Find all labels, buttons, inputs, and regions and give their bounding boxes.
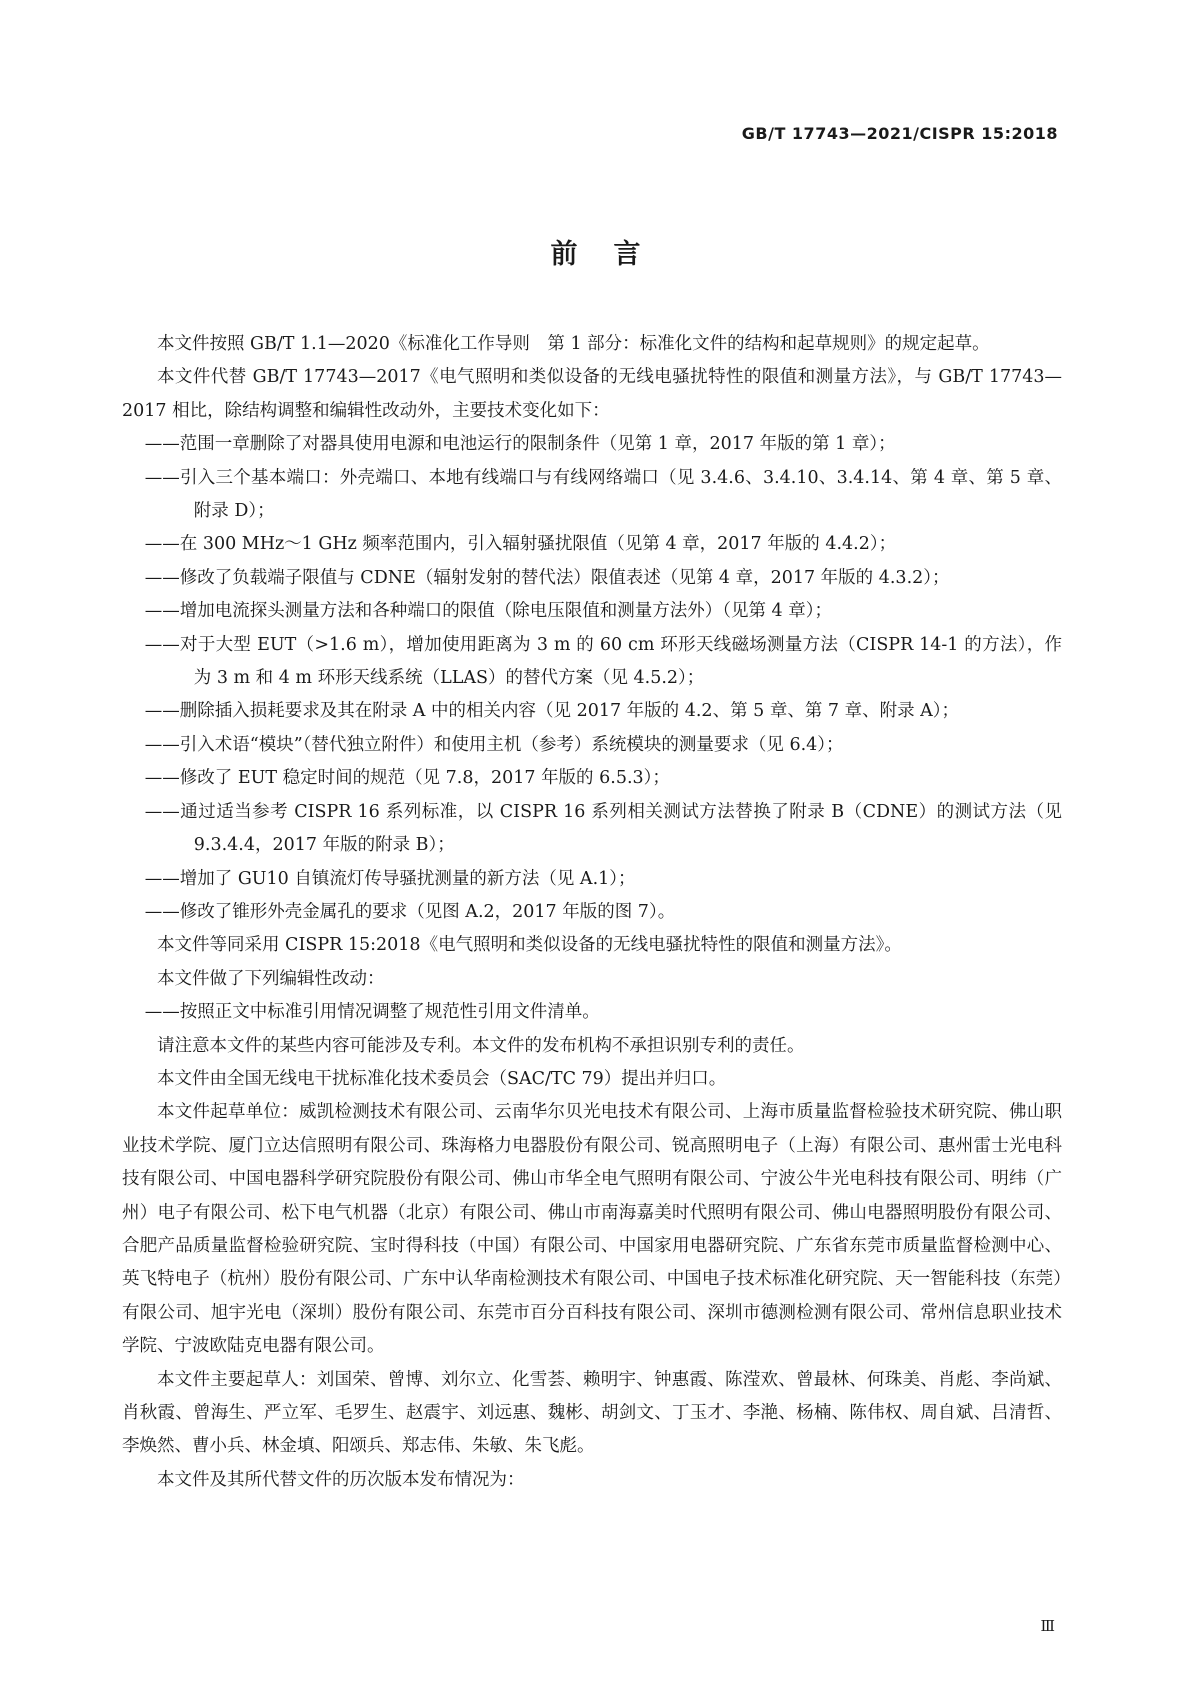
paragraph: 本文件主要起草人：刘国荣、曾博、刘尔立、化雪荟、赖明宇、钟惠霞、陈滢欢、曾最林、何珠美、肖彪、李尚斌、肖秋霞、曾海生、严立军、毛罗生、赵震宇、刘远惠、魏彬、胡剑文、丁玉才、李滟、杨楠、陈伟权、周自斌、吕清哲、李焕然、曹小兵、林金填、阳颂兵、郑志伟、朱敏、朱飞彪。 bbox=[122, 1369, 1062, 1457]
list-item: ——引入术语“模块”（替代独立附件）和使用主机（参考）系统模块的测量要求（见 6.4）； bbox=[144, 734, 844, 755]
foreword-body bbox=[122, 328, 1062, 1497]
list-item: ——范围一章删除了对器具使用电源和电池运行的限制条件（见第 1 章，2017 年版的第 1 章）； bbox=[144, 434, 896, 455]
paragraph: 本文件做了下列编辑性改动： bbox=[157, 968, 385, 989]
list-item: ——通过适当参考 CISPR 16 系列标准，以 CISPR 16 系列相关测试方法替换了附录 B（CDNE）的测试方法（见 9.3.4.4，2017 年版的附录 B）； bbox=[144, 801, 1062, 856]
paragraph: 本文件等同采用 CISPR 15:2018《电气照明和类似设备的无线电骚扰特性的限值和测量方法》。 bbox=[157, 935, 902, 956]
list-item: ——删除插入损耗要求及其在附录 A 中的相关内容（见 2017 年版的 4.2、第 5 章、第 7 章、附录 A）； bbox=[144, 701, 960, 722]
paragraph: 本文件及其所代替文件的历次版本发布情况为： bbox=[157, 1469, 525, 1490]
list-item: ——对于大型 EUT（>1.6 m），增加使用距离为 3 m 的 60 cm 环形天线磁场测量方法（CISPR 14-1 的方法），作为 3 m 和 4 m 环形天线系统（LLAS）的替代方案（见 4.5.2）； bbox=[144, 634, 1062, 689]
page-title: 前言 bbox=[550, 239, 677, 270]
paragraph: 本文件由全国无线电干扰标准化技术委员会（SAC/TC 79）提出并归口。 bbox=[157, 1068, 727, 1089]
list-item: ——按照正文中标准引用情况调整了规范性引用文件清单。 bbox=[144, 1002, 600, 1023]
paragraph: 本文件代替 GB/T 17743—2017《电气照明和类似设备的无线电骚扰特性的限值和测量方法》，与 GB/T 17743—2017 相比，除结构调整和编辑性改动外，主要技术变化如下： bbox=[122, 367, 1062, 421]
paragraph: 本文件按照 GB/T 1.1—2020《标准化工作导则 第 1 部分：标准化文件的结构和起草规则》的规定起草。 bbox=[157, 334, 990, 354]
paragraph: 请注意本文件的某些内容可能涉及专利。本文件的发布机构不承担识别专利的责任。 bbox=[157, 1035, 805, 1056]
list-item: ——在 300 MHz～1 GHz 频率范围内，引入辐射骚扰限值（见第 4 章，2017 年版的 4.4.2）； bbox=[144, 534, 897, 555]
standard-code-header: GB/T 17743—2021/CISPR 15:2018 bbox=[741, 124, 1058, 143]
page-number: Ⅲ bbox=[1040, 1617, 1055, 1635]
list-item: ——修改了 EUT 稳定时间的规范（见 7.8，2017 年版的 6.5.3）； bbox=[144, 768, 670, 789]
list-item: ——修改了负载端子限值与 CDNE（辐射发射的替代法）限值表述（见第 4 章，2017 年版的 4.3.2）； bbox=[144, 567, 950, 588]
list-item: ——增加电流探头测量方法和各种端口的限值（除电压限值和测量方法外）（见第 4 章）； bbox=[144, 601, 833, 622]
list-item: ——引入三个基本端口：外壳端口、本地有线端口与有线网络端口（见 3.4.6、3.4.10、3.4.14、第 4 章、第 5 章、附录 D）； bbox=[144, 467, 1062, 522]
list-item: ——增加了 GU10 自镇流灯传导骚扰测量的新方法（见 A.1）； bbox=[144, 868, 636, 889]
paragraph: 本文件起草单位：威凯检测技术有限公司、云南华尔贝光电技术有限公司、上海市质量监督检验技术研究院、佛山职业技术学院、厦门立达信照明有限公司、珠海格力电器股份有限公司、锐高照明电子（上海）有限公司、惠州雷士光电科技有限公司、中国电器科学研究院股份有限公司、佛山市华全电气照明有限公司、宁波公牛光电科技有限公司、明纬（广州）电子有限公司、松下电气机器（北京）有限公司、佛山市南海嘉美时代照明有限公司、佛山电器照明股份有限公司、合肥产品质量监督检验研究院、宝时得科技（中国）有限公司、中国家用电器研究院、广东省东莞市质量监督检测中心、英飞特电子（杭州）股份有限公司、广东中认华南检测技术有限公司、中国电子技术标准化研究院、天一智能科技（东莞）有限公司、旭宇光电（深圳）股份有限公司、东莞市百分百科技有限公司、深圳市德测检测有限公司、常州信息职业技术学院、宁波欧陆克电器有限公司。 bbox=[122, 1102, 1062, 1357]
list-item: ——修改了锥形外壳金属孔的要求（见图 A.2，2017 年版的图 7）。 bbox=[144, 901, 676, 922]
